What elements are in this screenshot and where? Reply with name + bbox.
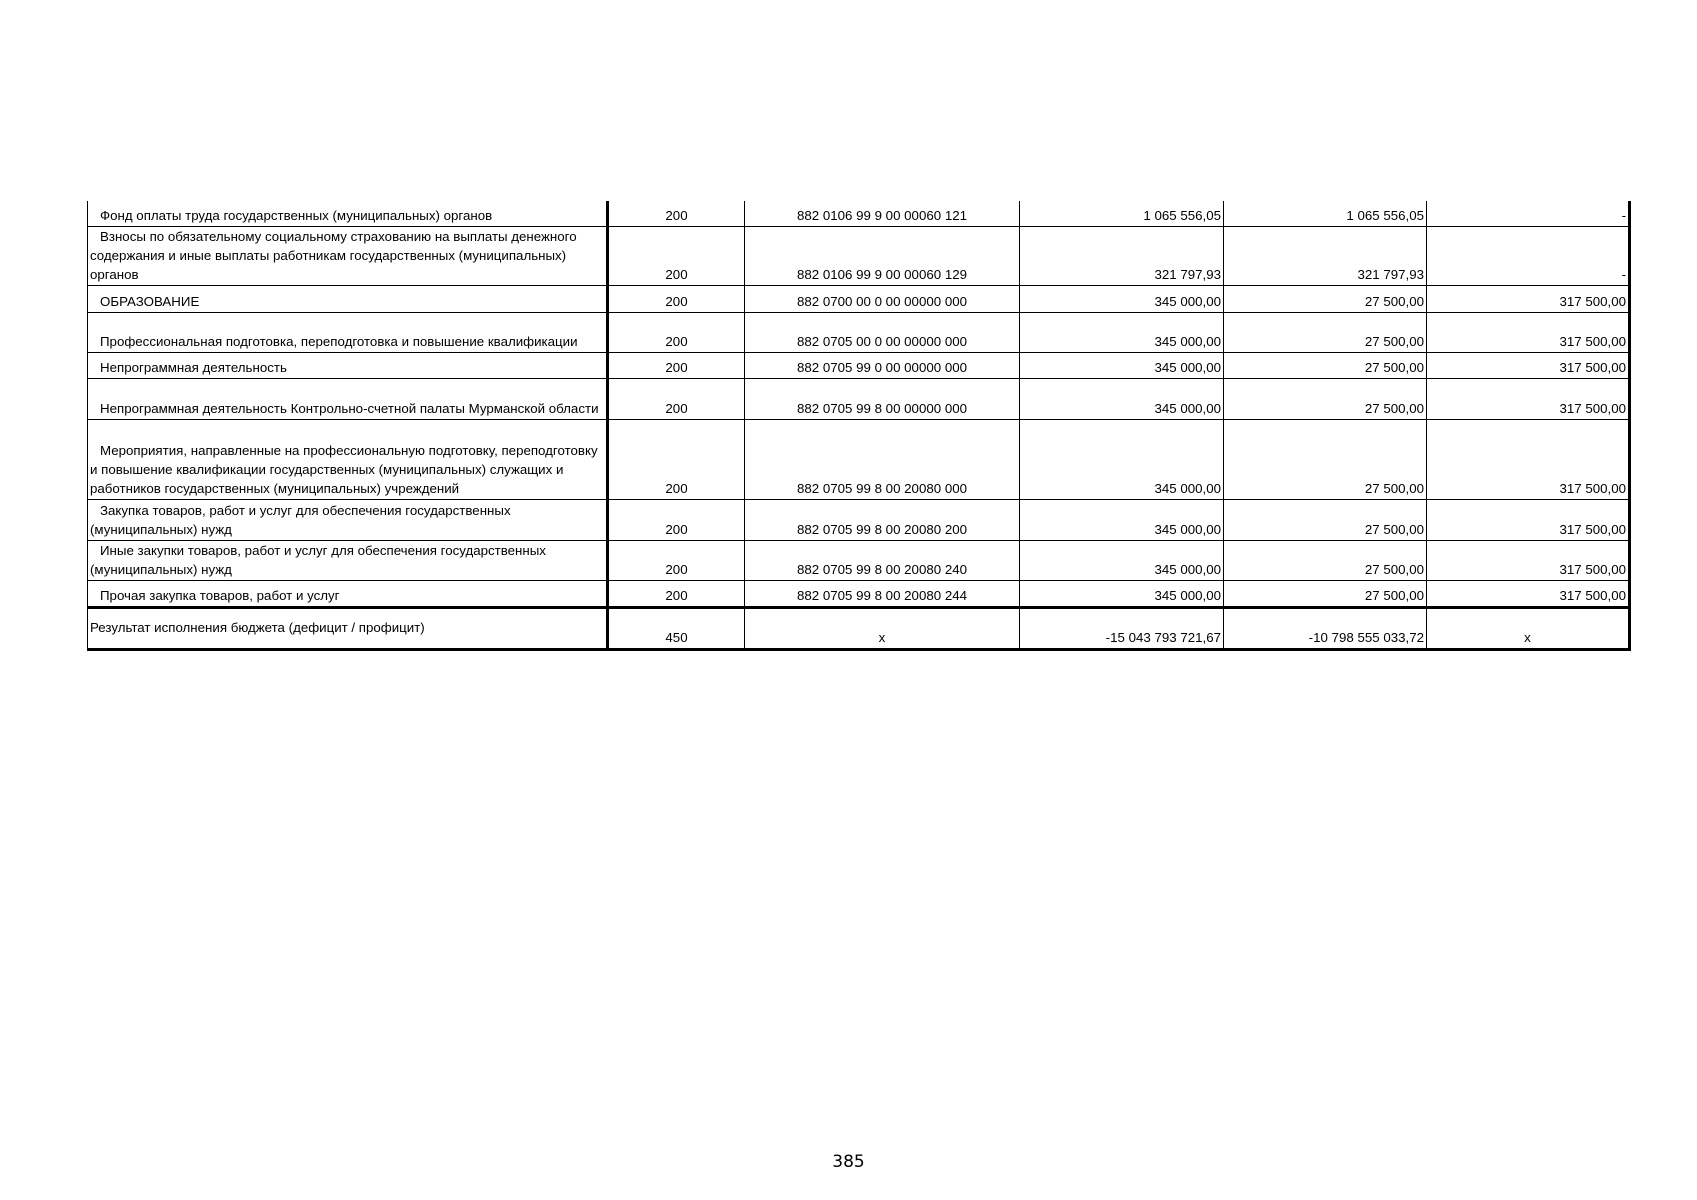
row-unexecuted: - <box>1427 226 1630 285</box>
row-unexecuted: 317 500,00 <box>1427 285 1630 312</box>
row-line-code: 200 <box>608 201 745 226</box>
row-executed: 27 500,00 <box>1224 580 1427 607</box>
table-row <box>88 201 1630 226</box>
row-approved: 345 000,00 <box>1020 285 1224 312</box>
row-unexecuted: 317 500,00 <box>1427 419 1630 499</box>
row-line-code: 200 <box>608 312 745 352</box>
row-line-code: 200 <box>608 540 745 580</box>
row-approved: 345 000,00 <box>1020 499 1224 540</box>
page-number: 385 <box>832 1152 865 1172</box>
row-unexecuted: 317 500,00 <box>1427 580 1630 607</box>
row-approved: 1 065 556,05 <box>1020 201 1224 226</box>
row-unexecuted: 317 500,00 <box>1427 352 1630 378</box>
row-budget-code: 882 0106 99 9 00 00060 121 <box>745 201 1020 226</box>
row-unexecuted: 317 500,00 <box>1427 499 1630 540</box>
result-unexecuted: x <box>1427 607 1630 649</box>
result-line-code: 450 <box>608 607 745 649</box>
row-executed: 27 500,00 <box>1224 312 1427 352</box>
row-approved: 345 000,00 <box>1020 419 1224 499</box>
row-name: ОБРАЗОВАНИЕ <box>88 285 608 312</box>
row-unexecuted: - <box>1427 201 1630 226</box>
table-row <box>88 352 1630 378</box>
row-executed: 27 500,00 <box>1224 285 1427 312</box>
row-budget-code: 882 0705 99 8 00 20080 244 <box>745 580 1020 607</box>
table-row <box>88 312 1630 352</box>
row-name: Мероприятия, направленные на профессиональную подготовку, переподготовку и повышение квалификации государственных (муниципальных) служащих и работников государственных (муниципальных) учреждений <box>88 419 608 499</box>
row-line-code: 200 <box>608 419 745 499</box>
row-approved: 345 000,00 <box>1020 540 1224 580</box>
row-executed: 321 797,93 <box>1224 226 1427 285</box>
row-line-code: 200 <box>608 580 745 607</box>
row-budget-code: 882 0705 99 8 00 20080 000 <box>745 419 1020 499</box>
row-name: Прочая закупка товаров, работ и услуг <box>88 580 608 607</box>
row-name: Взносы по обязательному социальному страхованию на выплаты денежного содержания и иные выплаты работникам государственных (муниципальных) органов <box>88 226 608 285</box>
table-body <box>88 201 1630 649</box>
budget-execution-table <box>87 201 1631 651</box>
row-approved: 345 000,00 <box>1020 580 1224 607</box>
result-budget-code: x <box>745 607 1020 649</box>
row-line-code: 200 <box>608 285 745 312</box>
row-executed: 27 500,00 <box>1224 419 1427 499</box>
table-row <box>88 540 1630 580</box>
row-executed: 27 500,00 <box>1224 352 1427 378</box>
row-name: Профессиональная подготовка, переподготовка и повышение квалификации <box>88 312 608 352</box>
row-name: Непрограммная деятельность Контрольно-счетной палаты Мурманской области <box>88 378 608 419</box>
table-row <box>88 226 1630 285</box>
row-executed: 27 500,00 <box>1224 540 1427 580</box>
row-budget-code: 882 0705 99 8 00 00000 000 <box>745 378 1020 419</box>
row-executed: 27 500,00 <box>1224 378 1427 419</box>
result-row <box>88 607 1630 649</box>
result-executed: -10 798 555 033,72 <box>1224 607 1427 649</box>
row-approved: 345 000,00 <box>1020 378 1224 419</box>
row-approved: 345 000,00 <box>1020 312 1224 352</box>
row-budget-code: 882 0700 00 0 00 00000 000 <box>745 285 1020 312</box>
row-budget-code: 882 0705 00 0 00 00000 000 <box>745 312 1020 352</box>
result-approved: -15 043 793 721,67 <box>1020 607 1224 649</box>
table-row <box>88 499 1630 540</box>
row-budget-code: 882 0106 99 9 00 00060 129 <box>745 226 1020 285</box>
table-row <box>88 378 1630 419</box>
row-line-code: 200 <box>608 499 745 540</box>
table-row <box>88 419 1630 499</box>
row-line-code: 200 <box>608 226 745 285</box>
row-name: Фонд оплаты труда государственных (муниципальных) органов <box>88 201 608 226</box>
table-row <box>88 580 1630 607</box>
row-budget-code: 882 0705 99 8 00 20080 240 <box>745 540 1020 580</box>
row-name: Иные закупки товаров, работ и услуг для обеспечения государственных (муниципальных) нужд <box>88 540 608 580</box>
row-executed: 1 065 556,05 <box>1224 201 1427 226</box>
row-approved: 345 000,00 <box>1020 352 1224 378</box>
row-name: Непрограммная деятельность <box>88 352 608 378</box>
row-approved: 321 797,93 <box>1020 226 1224 285</box>
row-budget-code: 882 0705 99 0 00 00000 000 <box>745 352 1020 378</box>
result-name: Результат исполнения бюджета (дефицит / профицит) <box>88 607 608 649</box>
table-row <box>88 285 1630 312</box>
row-unexecuted: 317 500,00 <box>1427 540 1630 580</box>
row-unexecuted: 317 500,00 <box>1427 312 1630 352</box>
row-unexecuted: 317 500,00 <box>1427 378 1630 419</box>
row-line-code: 200 <box>608 378 745 419</box>
row-name: Закупка товаров, работ и услуг для обеспечения государственных (муниципальных) нужд <box>88 499 608 540</box>
row-line-code: 200 <box>608 352 745 378</box>
row-budget-code: 882 0705 99 8 00 20080 200 <box>745 499 1020 540</box>
row-executed: 27 500,00 <box>1224 499 1427 540</box>
